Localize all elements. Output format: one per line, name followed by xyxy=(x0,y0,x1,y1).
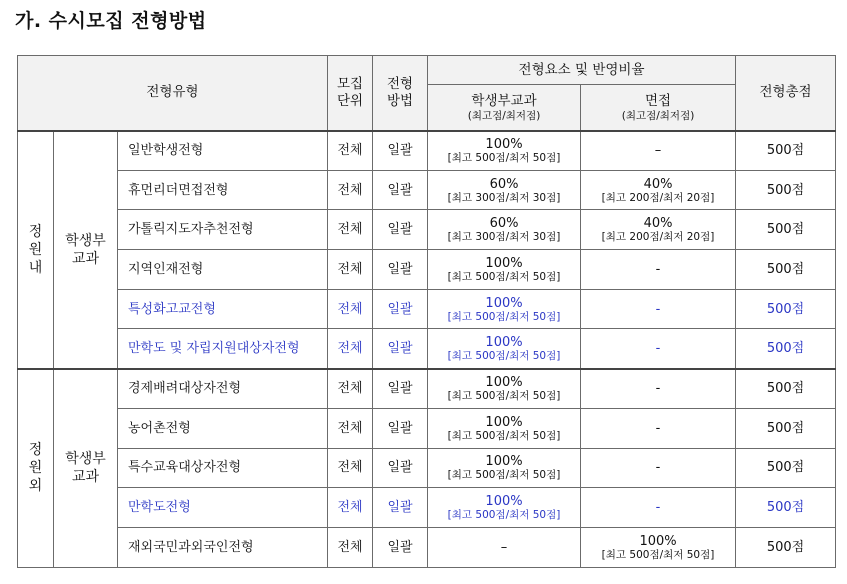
table-row xyxy=(18,210,836,250)
header-unit xyxy=(328,56,373,131)
quota-label: 정 원 외 xyxy=(28,442,43,495)
grade-range: [ 최고 500점/최저 50점 ] xyxy=(428,271,580,283)
total-cell: 500점 xyxy=(736,289,836,329)
interview-range: [ 최고 500점/최저 50점 ] xyxy=(581,549,735,561)
header-grade-label: 학생부교과 xyxy=(471,92,537,109)
grade-range: [ 최고 500점/최저 50점 ] xyxy=(428,350,580,362)
grade-pct: 100% xyxy=(485,255,523,271)
page-title: 가. 수시모집 전형방법 xyxy=(15,10,207,32)
interview-pct: - xyxy=(655,500,661,516)
method-cell: 일괄 xyxy=(373,527,428,567)
header-interview-sub: (최고점/최저점) xyxy=(621,109,695,122)
category-label: 학생부 교과 xyxy=(65,232,106,267)
category-cell xyxy=(54,369,118,567)
header-unit-text: 모집 단위 xyxy=(336,75,364,109)
table-row xyxy=(18,488,836,528)
category-cell xyxy=(54,131,118,369)
header-interview-label: 면접 xyxy=(644,92,672,109)
interview-cell xyxy=(581,448,736,488)
method-cell: 일괄 xyxy=(373,488,428,528)
table-row xyxy=(18,250,836,290)
unit-cell: 전체 xyxy=(328,210,373,250)
total-cell: 500점 xyxy=(736,448,836,488)
admission-method-table xyxy=(17,55,836,568)
interview-cell xyxy=(581,170,736,210)
method-cell: 일괄 xyxy=(373,131,428,171)
interview-range: [ 최고 200점/최저 20점 ] xyxy=(581,192,735,204)
table-row xyxy=(18,131,836,171)
method-cell: 일괄 xyxy=(373,210,428,250)
grade-cell xyxy=(428,210,581,250)
grade-cell xyxy=(428,289,581,329)
grade-range: [ 최고 500점/최저 50점 ] xyxy=(428,152,580,164)
grade-range: [ 최고 500점/최저 50점 ] xyxy=(428,311,580,323)
unit-cell: 전체 xyxy=(328,527,373,567)
method-cell: 일괄 xyxy=(373,329,428,369)
grade-cell xyxy=(428,369,581,409)
interview-pct: – xyxy=(654,143,662,159)
grade-pct: 100% xyxy=(485,454,523,470)
table-row xyxy=(18,448,836,488)
grade-pct: 100% xyxy=(485,335,523,351)
total-cell: 500점 xyxy=(736,527,836,567)
header-total: 전형총점 xyxy=(736,56,836,131)
table-row xyxy=(18,527,836,567)
grade-range: [ 최고 500점/최저 50점 ] xyxy=(428,430,580,442)
header-interview xyxy=(581,85,736,131)
grade-range: [ 최고 300점/최저 30점 ] xyxy=(428,231,580,243)
total-cell: 500점 xyxy=(736,250,836,290)
grade-cell xyxy=(428,250,581,290)
total-cell: 500점 xyxy=(736,369,836,409)
grade-cell xyxy=(428,488,581,528)
interview-pct: - xyxy=(655,341,661,357)
grade-range: [ 최고 500점/최저 50점 ] xyxy=(428,509,580,521)
table-row xyxy=(18,329,836,369)
quota-cell xyxy=(18,369,54,567)
grade-cell xyxy=(428,329,581,369)
method-cell: 일괄 xyxy=(373,250,428,290)
grade-range: [ 최고 300점/최저 30점 ] xyxy=(428,192,580,204)
grade-cell xyxy=(428,527,581,567)
track-name: 일반학생전형 xyxy=(118,131,328,171)
interview-cell xyxy=(581,369,736,409)
grade-pct: 100% xyxy=(485,494,523,510)
interview-pct: 40% xyxy=(643,216,673,232)
header-method-text: 전형 방법 xyxy=(386,75,414,109)
interview-cell xyxy=(581,289,736,329)
total-cell: 500점 xyxy=(736,488,836,528)
track-name: 휴먼리더면접전형 xyxy=(118,170,328,210)
interview-pct: - xyxy=(655,381,661,397)
interview-pct: 40% xyxy=(643,176,673,192)
quota-cell xyxy=(18,131,54,369)
grade-pct: – xyxy=(500,539,508,555)
total-cell: 500점 xyxy=(736,131,836,171)
unit-cell: 전체 xyxy=(328,408,373,448)
interview-pct: - xyxy=(655,460,661,476)
unit-cell: 전체 xyxy=(328,488,373,528)
interview-range: [ 최고 200점/최저 20점 ] xyxy=(581,231,735,243)
grade-pct: 60% xyxy=(489,176,519,192)
interview-cell xyxy=(581,527,736,567)
grade-cell xyxy=(428,170,581,210)
unit-cell: 전체 xyxy=(328,170,373,210)
interview-pct: - xyxy=(655,261,661,277)
interview-cell xyxy=(581,210,736,250)
method-cell: 일괄 xyxy=(373,170,428,210)
interview-pct: - xyxy=(655,420,661,436)
method-cell: 일괄 xyxy=(373,369,428,409)
grade-range: [ 최고 500점/최저 50점 ] xyxy=(428,469,580,481)
table-row xyxy=(18,289,836,329)
unit-cell: 전체 xyxy=(328,329,373,369)
header-grade-sub: (최고점/최저점) xyxy=(467,109,541,122)
track-name: 만학도 및 자립지원대상자전형 xyxy=(118,329,328,369)
header-elements: 전형요소 및 반영비율 xyxy=(428,56,736,85)
grade-cell xyxy=(428,408,581,448)
method-cell: 일괄 xyxy=(373,289,428,329)
method-cell: 일괄 xyxy=(373,448,428,488)
interview-cell xyxy=(581,488,736,528)
track-name: 재외국민과외국인전형 xyxy=(118,527,328,567)
grade-cell xyxy=(428,131,581,171)
grade-pct: 100% xyxy=(485,295,523,311)
interview-cell xyxy=(581,408,736,448)
header-grade xyxy=(428,85,581,131)
interview-cell xyxy=(581,250,736,290)
track-name: 특수교육대상자전형 xyxy=(118,448,328,488)
unit-cell: 전체 xyxy=(328,289,373,329)
interview-pct: - xyxy=(655,301,661,317)
table-row xyxy=(18,369,836,409)
table-row xyxy=(18,408,836,448)
track-name: 특성화고교전형 xyxy=(118,289,328,329)
interview-pct: 100% xyxy=(639,533,677,549)
grade-range: [ 최고 500점/최저 50점 ] xyxy=(428,390,580,402)
track-name: 만학도전형 xyxy=(118,488,328,528)
header-type: 전형유형 xyxy=(18,56,328,131)
table-row xyxy=(18,170,836,210)
unit-cell: 전체 xyxy=(328,448,373,488)
category-label: 학생부 교과 xyxy=(65,451,106,486)
method-cell: 일괄 xyxy=(373,408,428,448)
interview-cell xyxy=(581,131,736,171)
total-cell: 500점 xyxy=(736,170,836,210)
track-name: 농어촌전형 xyxy=(118,408,328,448)
track-name: 가톨릭지도자추천전형 xyxy=(118,210,328,250)
unit-cell: 전체 xyxy=(328,250,373,290)
unit-cell: 전체 xyxy=(328,131,373,171)
grade-pct: 100% xyxy=(485,414,523,430)
total-cell: 500점 xyxy=(736,329,836,369)
total-cell: 500점 xyxy=(736,408,836,448)
interview-cell xyxy=(581,329,736,369)
track-name: 경제배려대상자전형 xyxy=(118,369,328,409)
grade-pct: 100% xyxy=(485,375,523,391)
track-name: 지역인재전형 xyxy=(118,250,328,290)
unit-cell: 전체 xyxy=(328,369,373,409)
grade-pct: 100% xyxy=(485,137,523,153)
total-cell: 500점 xyxy=(736,210,836,250)
grade-pct: 60% xyxy=(489,216,519,232)
header-method xyxy=(373,56,428,131)
grade-cell xyxy=(428,448,581,488)
quota-label: 정 원 내 xyxy=(28,223,43,276)
